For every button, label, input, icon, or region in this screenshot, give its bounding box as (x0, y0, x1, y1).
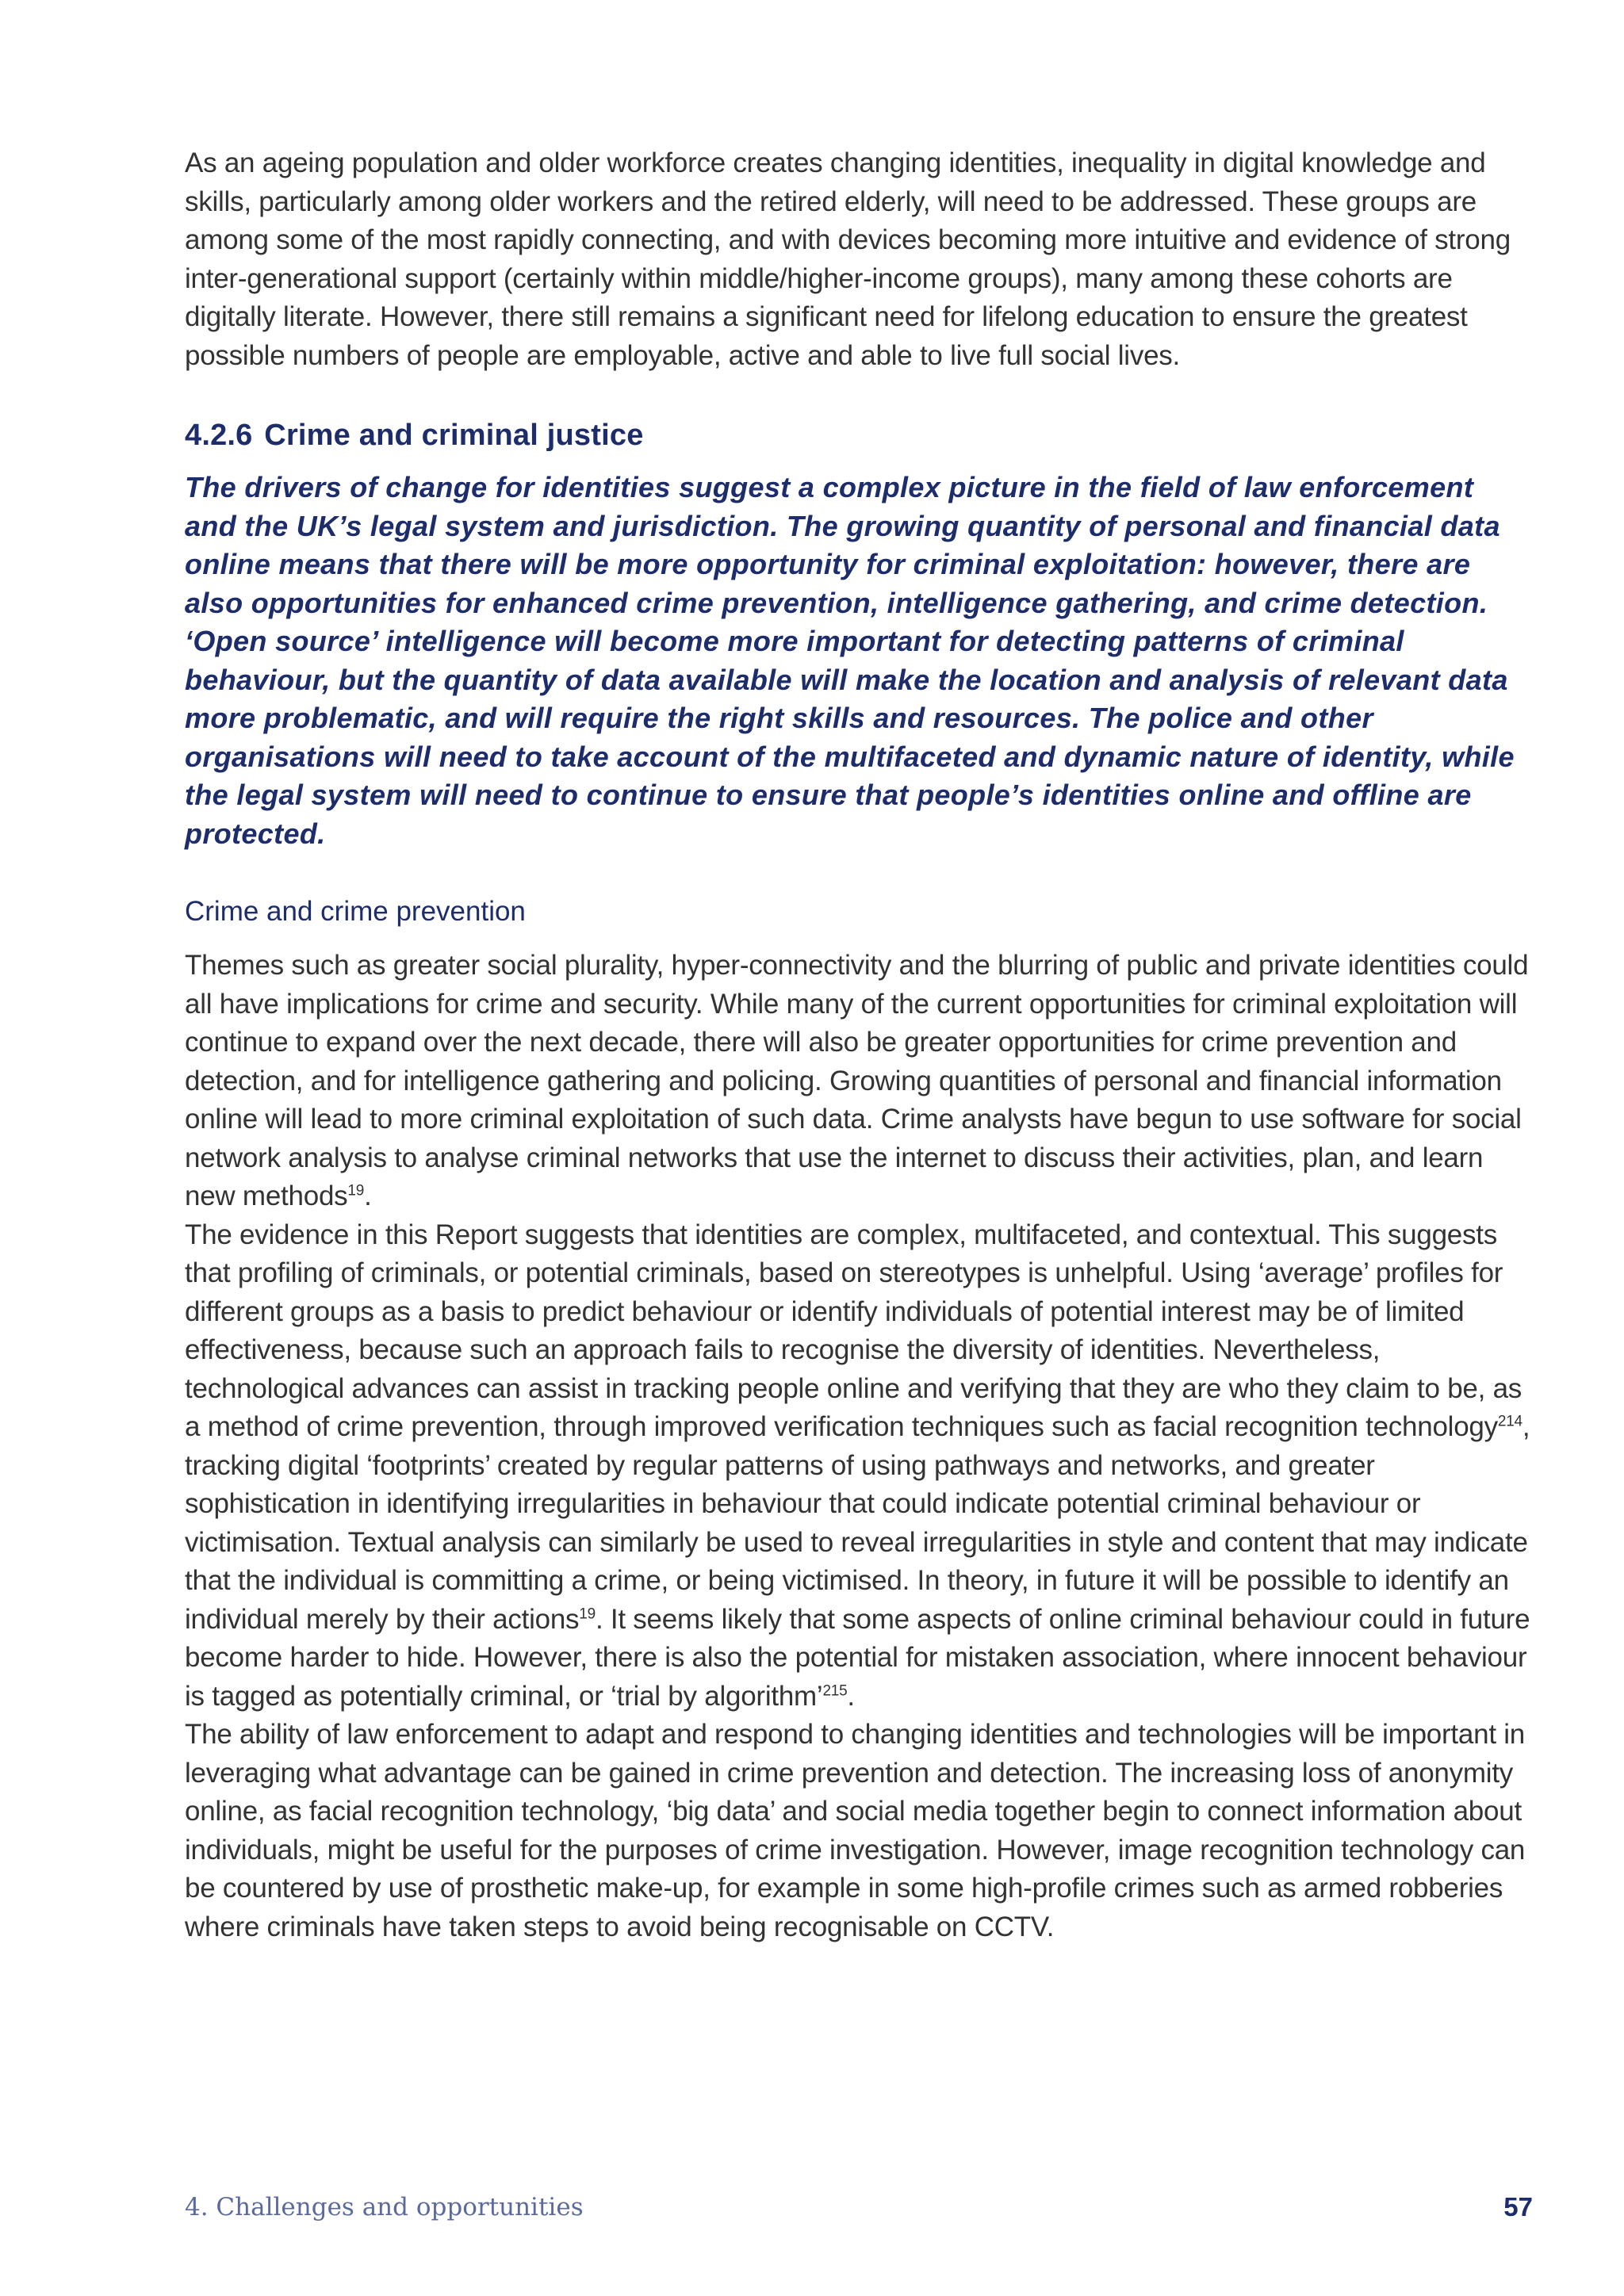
subsection-heading: Crime and crime prevention (185, 896, 526, 927)
crime-paragraph-3: The ability of law enforcement to adapt and respond to changing identities and technologies will be important in leveraging what advantage can be gained in crime prevention and detection. The increasing loss of anonymity online, as facial recognition technology, ‘big data’ and social media together begin to connect information about individuals, might be useful for the purposes of crime investigation. However, image recognition technology can be countered by use of prosthetic make-up, for example in some high-profile crimes such as armed robberies where criminals have taken steps to avoid being recognisable on CCTV. (185, 1719, 1526, 1942)
crime-paragraph-2-part-3: . It seems likely that some aspects of online criminal behaviour could in future become harder to hide. However, there is also the potential for mistaken association, where innocent behaviour is tagged as potentially criminal, or ‘trial by algorithm’ (185, 1603, 1530, 1712)
crime-paragraph-1-end: . (364, 1181, 372, 1211)
crime-paragraph-1 (185, 947, 1533, 1216)
crime-paragraph-2 (185, 1216, 1533, 1716)
footnote-ref: 215 (822, 1682, 848, 1699)
footer-chapter-title: 4. Challenges and opportunities (185, 2193, 584, 2221)
section-lead-paragraph: The drivers of change for identities suggest a complex picture in the field of law enforcement and the UK’s legal system and jurisdiction. The growing quantity of personal and financial data online means that there will be more opportunity for criminal exploitation: however, there are also opportunities for enhanced crime prevention, intelligence gathering, and crime detection. ‘Open source’ intelligence will become more important for detecting patterns of criminal behaviour, but the quantity of data available will make the location and analysis of relevant data more problematic, and will require the right skills and resources. The police and other organisations will need to take account of the multifaceted and dynamic nature of identity, while the legal system will need to continue to ensure that people’s identities online and offline are protected. (185, 471, 1515, 850)
intro-paragraph: As an ageing population and older workforce creates changing identities, inequality in digital knowledge and skills, particularly among older workers and the retired elderly, will need to be addressed. These groups are among some of the most rapidly connecting, and with devices becoming more intuitive and evidence of strong inter-generational support (certainly within middle/higher-income groups), many among these cohorts are digitally literate. However, there still remains a significant need for lifelong education to ensure the greatest possible numbers of people are employable, active and able to live full social lives. (185, 147, 1511, 371)
crime-paragraph-2-part-4: . (847, 1680, 855, 1712)
page-content (185, 144, 1533, 1946)
crime-paragraph-2-part-1: The evidence in this Report suggests that identities are complex, multifaceted, and contextual. This suggests that profiling of criminals, or potential criminals, based on stereotypes is unhelpful. Using ‘average’ profiles for different groups as a basis to predict behaviour or identify individuals of potential interest may be of limited effectiveness, because such an approach fails to recognise the diversity of identities. Nevertheless, technological advances can assist in tracking people online and verifying that they are who they claim to be, as a method of crime prevention, through improved verification techniques such as facial recognition technology (185, 1219, 1522, 1442)
page-footer (185, 2188, 1533, 2226)
footnote-ref: 19 (347, 1182, 365, 1200)
section-title: Crime and criminal justice (264, 419, 644, 452)
crime-paragraph-1-text: Themes such as greater social plurality, hyper-connectivity and the blurring of public and private identities could all have implications for crime and security. While many of the current opportunities for criminal exploitation will continue to expand over the next decade, there will also be greater opportunities for crime prevention and detection, and for intelligence gathering and policing. Growing quantities of personal and financial information online will lead to more criminal exploitation of such data. Crime analysts have begun to use software for social network analysis to analyse criminal networks that use the internet to discuss their activities, plan, and learn new methods (185, 950, 1529, 1211)
section-number: 4.2.6 (185, 419, 253, 452)
footnote-ref: 214 (1497, 1413, 1522, 1430)
footnote-ref: 19 (579, 1605, 596, 1622)
page-number: 57 (1503, 2192, 1533, 2221)
section-heading (185, 416, 1533, 454)
crime-paragraph-2-part-2: , tracking digital ‘footprints’ created by regular patterns of using pathways and networks, and greater sophistication in identifying irregularities in behaviour that could indicate potential criminal behaviour or victimisation. Textual analysis can similarly be used to reveal irregularities in style and content that may indicate that the individual is committing a crime, or being victimised. In theory, in future it will be possible to identify an individual merely by their actions (185, 1411, 1530, 1635)
